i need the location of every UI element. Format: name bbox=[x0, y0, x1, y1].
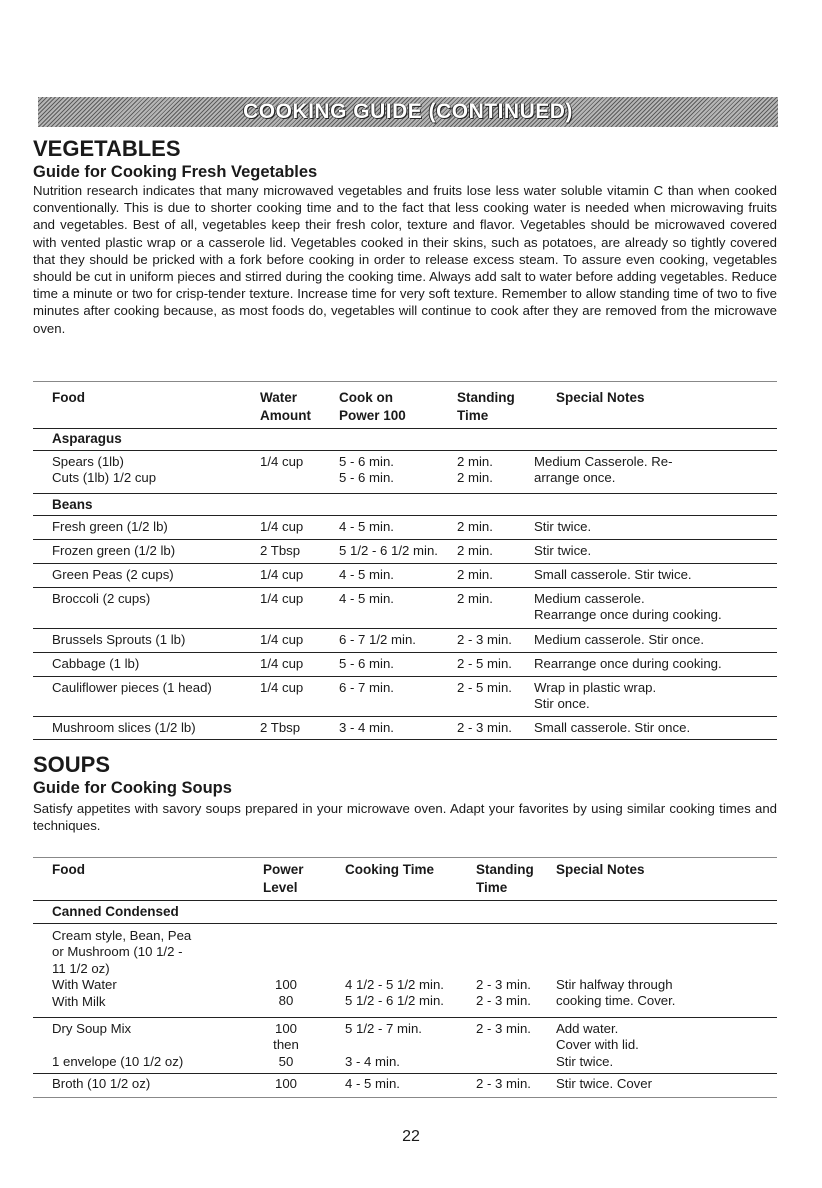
table-cell: 1/4 cup bbox=[260, 632, 304, 647]
table-cell: Cabbage (1 lb) bbox=[52, 656, 140, 671]
soup-header-power-line1: Power bbox=[263, 862, 304, 877]
table-cell: 2 min. bbox=[457, 519, 493, 534]
table-cell: 100 bbox=[274, 1076, 297, 1091]
table-rule bbox=[33, 539, 777, 540]
table-rule bbox=[33, 739, 777, 740]
table-cell: 2 Tbsp bbox=[260, 720, 301, 735]
table-cell: Mushroom slices (1/2 lb) bbox=[52, 720, 196, 735]
table-cell: 2 - 5 min. bbox=[457, 656, 512, 671]
table-rule bbox=[33, 676, 777, 677]
table-rule bbox=[33, 587, 777, 588]
table-cell bbox=[52, 928, 191, 1010]
table-cell: Green Peas (2 cups) bbox=[52, 567, 174, 582]
table-rule bbox=[33, 493, 777, 494]
page-number: 22 bbox=[402, 1128, 420, 1145]
table-cell bbox=[457, 454, 493, 487]
cell-line: 2 - 3 min. bbox=[476, 993, 531, 1009]
veg-header-cook-line2: Power 100 bbox=[339, 407, 406, 423]
table-cell: 2 - 3 min. bbox=[476, 1021, 531, 1036]
table-rule bbox=[33, 652, 777, 653]
soups-subheading: Guide for Cooking Soups bbox=[33, 779, 232, 797]
table-cell: Rearrange once during cooking. bbox=[534, 656, 722, 671]
table-bottom-rule bbox=[33, 1097, 777, 1098]
cell-line: 1 envelope (10 1/2 oz) bbox=[52, 1053, 184, 1069]
cell-line: 5 - 6 min. bbox=[339, 454, 394, 469]
table-cell: 2 min. bbox=[457, 567, 493, 582]
table-cell: Cauliflower pieces (1 head) bbox=[52, 680, 212, 695]
cell-line: 100 bbox=[274, 977, 297, 992]
cell-line: 50 bbox=[278, 1053, 294, 1069]
table-cell: 1/4 cup bbox=[260, 454, 304, 469]
table-cell: 1/4 cup bbox=[260, 591, 304, 606]
cell-line: Cover with lid. bbox=[556, 1037, 639, 1053]
table-cell: Stir twice. bbox=[534, 543, 592, 558]
veg-header-cook bbox=[339, 389, 406, 424]
table-cell: 1/4 cup bbox=[260, 656, 304, 671]
soup-header-power bbox=[263, 861, 304, 896]
vegetables-subheading: Guide for Cooking Fresh Vegetables bbox=[33, 163, 318, 181]
cell-line: 11 1/2 oz) bbox=[52, 960, 110, 976]
cell-line: Stir halfway through bbox=[556, 977, 673, 992]
vegetables-heading: VEGETABLES bbox=[33, 136, 181, 161]
table-rule bbox=[33, 1073, 777, 1074]
veg-header-cook-line1: Cook on bbox=[339, 390, 393, 405]
table-cell: Medium casserole. Stir once. bbox=[534, 632, 705, 647]
table-cell: 5 - 6 min. bbox=[339, 656, 394, 671]
veg-header-standing-line1: Standing bbox=[457, 390, 515, 405]
table-cell: 2 - 3 min. bbox=[476, 1076, 531, 1091]
veg-header-standing bbox=[457, 389, 515, 424]
cell-line: Spears (1lb) bbox=[52, 454, 124, 469]
table-cell bbox=[52, 454, 156, 487]
veg-header-notes: Special Notes bbox=[556, 390, 645, 405]
cell-line: Rearrange once during cooking. bbox=[534, 607, 722, 623]
soup-header-standing-line2: Time bbox=[476, 879, 508, 895]
table-cell: 4 - 5 min. bbox=[339, 591, 394, 606]
table-cell bbox=[52, 1021, 183, 1070]
soup-header-power-line2: Level bbox=[263, 879, 298, 895]
table-cell: 4 - 5 min. bbox=[339, 567, 394, 582]
cell-line bbox=[345, 1037, 422, 1053]
soup-header-standing bbox=[476, 861, 534, 896]
cell-line: 4 1/2 - 5 1/2 min. bbox=[345, 977, 444, 992]
table-rule bbox=[33, 716, 777, 717]
table-cell bbox=[534, 680, 656, 713]
table-cell bbox=[476, 977, 531, 1010]
table-cell: Broccoli (2 cups) bbox=[52, 591, 151, 606]
table-cell: 5 1/2 - 6 1/2 min. bbox=[339, 543, 438, 558]
table-rule bbox=[33, 563, 777, 564]
table-cell: Frozen green (1/2 lb) bbox=[52, 543, 176, 558]
table-cell: 1/4 cup bbox=[260, 567, 304, 582]
table-cell: 6 - 7 1/2 min. bbox=[339, 632, 416, 647]
table-rule bbox=[33, 515, 777, 516]
table-cell bbox=[556, 1021, 639, 1070]
veg-header-water-line1: Water bbox=[260, 390, 298, 405]
table-rule bbox=[33, 1017, 777, 1018]
soup-header-food: Food bbox=[52, 862, 85, 877]
table-rule bbox=[33, 923, 777, 924]
cell-line: 3 - 4 min. bbox=[345, 1053, 400, 1069]
table-cell: 2 - 5 min. bbox=[457, 680, 512, 695]
cell-line: With Milk bbox=[52, 993, 106, 1009]
soup-header-notes: Special Notes bbox=[556, 862, 645, 877]
cell-line: Dry Soup Mix bbox=[52, 1021, 132, 1036]
table-cell bbox=[534, 591, 722, 624]
table-cell bbox=[556, 977, 675, 1010]
table-cell: Small casserole. Stir twice. bbox=[534, 567, 692, 582]
soups-heading: SOUPS bbox=[33, 752, 111, 777]
cell-line: With Water bbox=[52, 977, 117, 993]
cell-line: 2 min. bbox=[457, 470, 493, 486]
table-cell: 2 min. bbox=[457, 543, 493, 558]
table-top-rule bbox=[33, 857, 777, 858]
group-label: Canned Condensed bbox=[52, 904, 179, 919]
table-cell: Stir twice. Cover bbox=[556, 1076, 652, 1091]
table-cell: 2 Tbsp bbox=[260, 543, 301, 558]
cell-line: 5 1/2 - 6 1/2 min. bbox=[345, 993, 444, 1009]
cell-line: 5 1/2 - 7 min. bbox=[345, 1021, 422, 1036]
table-cell: 4 - 5 min. bbox=[339, 519, 394, 534]
table-rule bbox=[33, 450, 777, 451]
vegetables-intro: Nutrition research indicates that many microwaved vegetables and fruits lose less water soluble vitamin C than when cooked conventionally. This is due to shorter cooking time and to the fact that less cooking water is needed when microwaving fruits and vegetables. Best of all, vegetables keep their fresh color, texture and flavor. Vegetables should be microwaved covered with vented plastic wrap or a casserole lid. Vegetables cooked in their skins, such as potatoes, are already so tightly covered that they should be pricked with a fork before cooking in order to release excess steam. To assure even cooking, vegetables should be cut in uniform pieces and stirred during the cooking time. Always add salt to water before adding vegetables. Reduce time a minute or two for crisp-tender texture. Increase time for very soft texture. Remember to allow standing time of two to five minutes after cooking because, as most foods do, vegetables will continue to cook after they are removed from the microwave oven. bbox=[33, 183, 777, 336]
table-rule bbox=[33, 428, 777, 429]
cell-line: Stir once. bbox=[534, 696, 590, 712]
cell-line: Cream style, Bean, Pea bbox=[52, 928, 192, 943]
cell-line bbox=[52, 1037, 183, 1053]
table-rule bbox=[33, 628, 777, 629]
table-rule bbox=[33, 900, 777, 901]
cell-line: Medium Casserole. Re- bbox=[534, 454, 673, 469]
cell-line: 2 min. bbox=[457, 454, 493, 469]
cell-line: arrange once. bbox=[534, 470, 616, 486]
cell-line: Wrap in plastic wrap. bbox=[534, 680, 657, 695]
table-cell: 3 - 4 min. bbox=[339, 720, 394, 735]
table-cell bbox=[264, 1021, 308, 1070]
table-top-rule bbox=[33, 381, 777, 382]
table-cell: 1/4 cup bbox=[260, 680, 304, 695]
table-cell bbox=[534, 454, 673, 487]
table-cell: 6 - 7 min. bbox=[339, 680, 394, 695]
table-cell: 4 - 5 min. bbox=[345, 1076, 400, 1091]
soup-header-standing-line1: Standing bbox=[476, 862, 534, 877]
table-cell bbox=[345, 1021, 422, 1070]
table-cell bbox=[264, 977, 308, 1010]
cell-line: Cuts (1lb) 1/2 cup bbox=[52, 470, 157, 486]
table-cell: Stir twice. bbox=[534, 519, 592, 534]
cell-line: Medium casserole. bbox=[534, 591, 645, 606]
table-cell bbox=[339, 454, 394, 487]
soups-intro: Satisfy appetites with savory soups prepared in your microwave oven. Adapt your favorites by using similar cooking times and techniques. bbox=[33, 801, 777, 834]
banner-title: COOKING GUIDE (CONTINUED) bbox=[243, 100, 573, 123]
table-cell: Fresh green (1/2 lb) bbox=[52, 519, 168, 534]
veg-header-water-line2: Amount bbox=[260, 407, 311, 423]
veg-header-standing-line2: Time bbox=[457, 407, 489, 423]
table-cell: Small casserole. Stir once. bbox=[534, 720, 691, 735]
table-cell: 1/4 cup bbox=[260, 519, 304, 534]
cell-line: or Mushroom (10 1/2 - bbox=[52, 944, 183, 960]
veg-header-food: Food bbox=[52, 390, 85, 405]
group-label: Beans bbox=[52, 497, 93, 512]
cell-line: cooking time. Cover. bbox=[556, 993, 676, 1009]
table-cell: 2 min. bbox=[457, 591, 493, 606]
cell-line: Add water. bbox=[556, 1021, 619, 1036]
cell-line: Stir twice. bbox=[556, 1053, 614, 1069]
veg-header-water bbox=[260, 389, 311, 424]
table-cell: Broth (10 1/2 oz) bbox=[52, 1076, 151, 1091]
table-cell bbox=[345, 977, 444, 1010]
table-cell: Brussels Sprouts (1 lb) bbox=[52, 632, 186, 647]
cell-line: 5 - 6 min. bbox=[339, 470, 394, 486]
cell-line: 100 bbox=[274, 1021, 297, 1036]
cell-line: then bbox=[273, 1037, 299, 1053]
cell-line: 80 bbox=[278, 993, 294, 1009]
group-label: Asparagus bbox=[52, 431, 122, 446]
section-banner bbox=[38, 97, 778, 127]
soup-header-cooking: Cooking Time bbox=[345, 862, 435, 877]
table-cell: 2 - 3 min. bbox=[457, 720, 512, 735]
cell-line: 2 - 3 min. bbox=[476, 977, 531, 992]
table-cell: 2 - 3 min. bbox=[457, 632, 512, 647]
